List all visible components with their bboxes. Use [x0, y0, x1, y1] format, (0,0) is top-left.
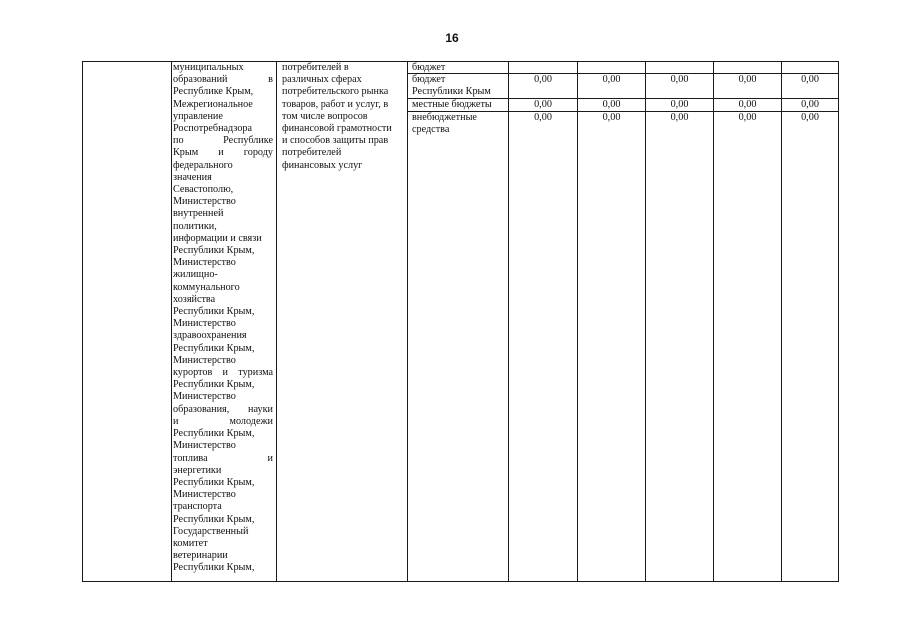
executor-line: муниципальных [173, 62, 244, 73]
funding-source-line: внебюджетные [412, 112, 477, 123]
executor-line: Министерство [173, 257, 236, 269]
executor-line: по Республике [173, 135, 273, 147]
column-divider [713, 61, 714, 581]
executor-line: хозяйства [173, 293, 216, 305]
executor-line: топлива и [173, 452, 273, 464]
description-line: том числе вопросов [282, 110, 368, 122]
funding-value: 0,00 [801, 99, 819, 110]
executor-line: федерального [173, 159, 233, 171]
column-divider [645, 61, 646, 581]
funding-value: 0,00 [738, 112, 757, 123]
executor-line: Крым и городу [173, 147, 273, 159]
executor-line: Республики Крым, [173, 513, 255, 525]
funding-source-line: местные бюджеты [412, 99, 492, 110]
funding-value: 0,00 [670, 99, 689, 110]
description-line: товаров, работ и услуг, в [282, 98, 389, 110]
funding-value: 0,00 [801, 112, 819, 123]
executor-line: информации и связи [173, 232, 262, 244]
executor-line: курортов и туризма [173, 367, 273, 379]
column-divider [171, 61, 172, 581]
executor-line: Республики Крым, [173, 379, 255, 391]
column-divider [508, 61, 509, 581]
column-divider [781, 61, 782, 581]
executor-line: комитет [173, 537, 208, 549]
funding-value: 0,00 [801, 74, 819, 85]
executor-line: здравоохранения [173, 330, 247, 342]
funding-value: 0,00 [738, 74, 757, 85]
executor-line: Республике Крым, [173, 86, 254, 98]
column-divider [407, 61, 408, 581]
executor-line: ветеринарии [173, 550, 228, 562]
funding-value: 0,00 [534, 112, 552, 123]
executor-line: Министерство [173, 489, 236, 501]
executor-line: Республики Крым, [173, 306, 255, 318]
executor-line: Министерство [173, 354, 236, 366]
funding-source-line: бюджет [412, 74, 446, 85]
executor-line: Республики Крым, [173, 476, 255, 488]
page-number: 16 [445, 31, 459, 45]
executor-line: Республики Крым, [173, 245, 255, 257]
executor-line: транспорта [173, 501, 222, 513]
funding-source-line: средства [412, 124, 450, 136]
description-line: потребителей в [282, 62, 349, 73]
funding-value: 0,00 [670, 112, 689, 123]
funding-source-line: бюджет [412, 62, 446, 73]
description-line: различных сферах [282, 74, 362, 86]
description-line: потребителей [282, 147, 342, 159]
executor-line: значения [173, 171, 212, 183]
table-border-bottom [82, 581, 839, 582]
funding-value: 0,00 [670, 74, 689, 85]
column-divider [276, 61, 277, 581]
executor-line: Севастополю, [173, 184, 234, 196]
funding-source-line: Республики Крым [412, 86, 491, 98]
funding-value: 0,00 [602, 99, 621, 110]
executor-line: Республики Крым, [173, 342, 255, 354]
executor-line: Государственный [173, 525, 249, 537]
funding-source [412, 112, 477, 136]
executor-line: энергетики [173, 464, 222, 476]
funding-value: 0,00 [738, 99, 757, 110]
event-description-cell [282, 62, 404, 172]
executor-line: Роспотребнадзора [173, 123, 253, 135]
executor-line: и молодежи [173, 415, 273, 427]
funding-source [412, 62, 445, 74]
funding-value: 0,00 [602, 74, 621, 85]
funding-source [412, 99, 492, 111]
executor-line: Республики Крым, [173, 562, 255, 574]
executor-line: Министерство [173, 318, 236, 330]
executor-line: Министерство [173, 196, 236, 208]
executor-line: внутренней [173, 208, 224, 220]
description-line: финансовых услуг [282, 159, 363, 171]
funding-source [412, 74, 491, 98]
executor-line: Министерство [173, 440, 236, 452]
responsible-executors-cell [173, 62, 273, 575]
executor-line: коммунального [173, 281, 240, 293]
column-divider [577, 61, 578, 581]
description-line: и способов защиты прав [282, 135, 389, 147]
table-border-left [82, 61, 83, 581]
description-line: потребительского рынка [282, 86, 389, 98]
executor-line: жилищно- [173, 269, 218, 281]
executor-line: политики, [173, 220, 217, 232]
executor-line: Министерство [173, 391, 236, 403]
executor-line: Республики Крым, [173, 428, 255, 440]
table-border-right [838, 61, 839, 581]
funding-value: 0,00 [602, 112, 621, 123]
executor-line: Межрегиональное [173, 98, 253, 110]
funding-value: 0,00 [534, 74, 552, 85]
description-line: финансовой грамотности [282, 123, 392, 135]
executor-line: образования, науки [173, 403, 273, 415]
executor-line: управление [173, 110, 223, 122]
funding-value: 0,00 [534, 99, 552, 110]
executor-line: образований в [173, 74, 273, 86]
